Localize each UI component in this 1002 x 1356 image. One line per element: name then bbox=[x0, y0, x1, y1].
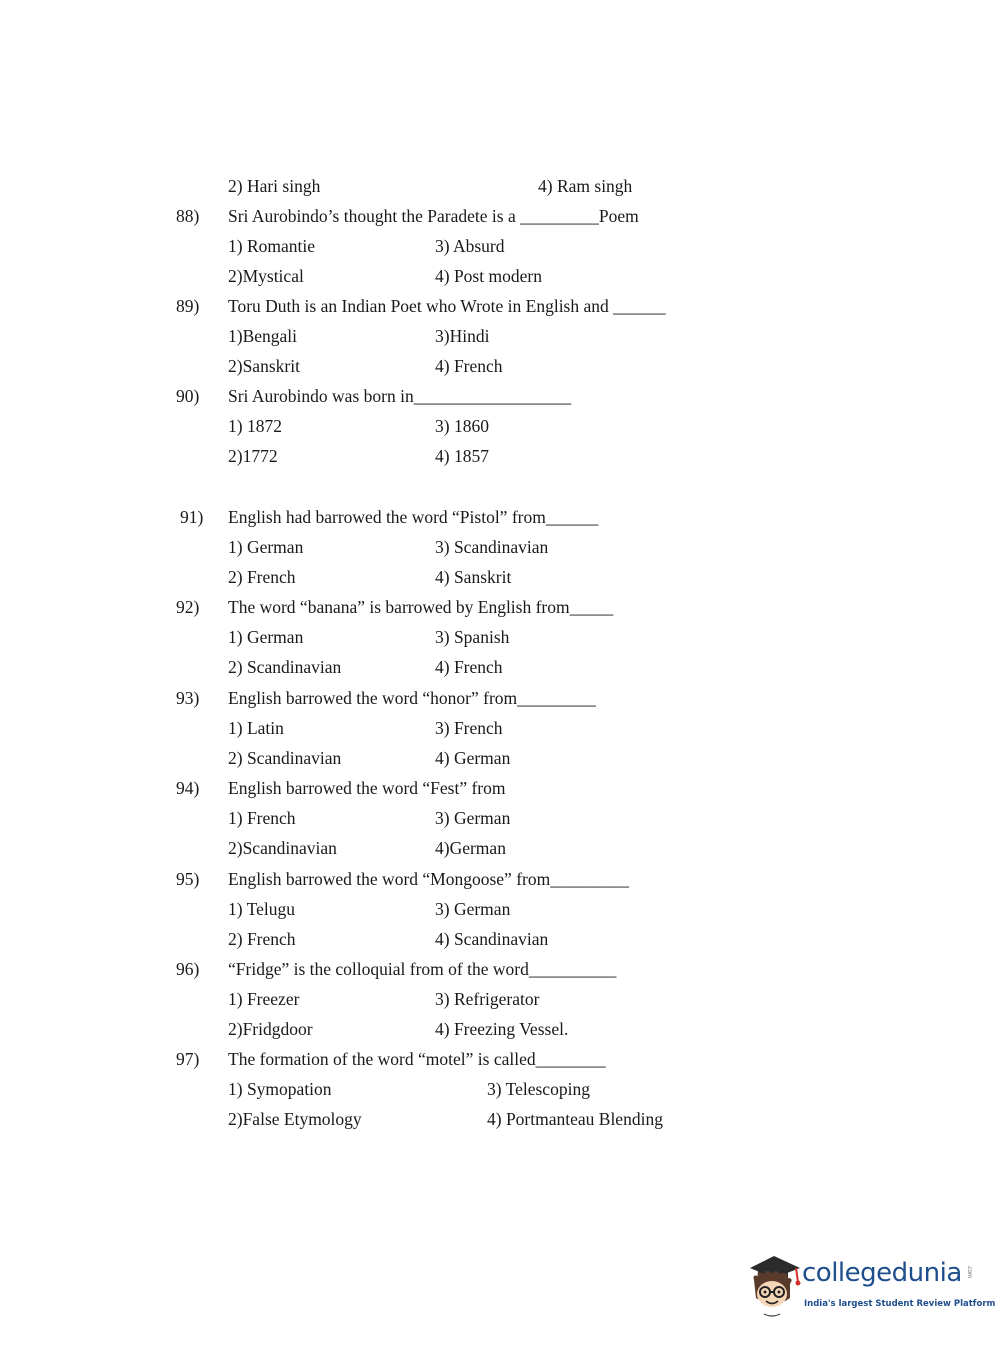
question-number: 92) bbox=[176, 597, 200, 617]
option-row bbox=[0, 441, 1002, 471]
option-3: 3) German bbox=[435, 808, 511, 828]
question-97 bbox=[0, 1044, 1002, 1074]
option-1: 1) Romantie bbox=[228, 236, 315, 256]
option-2: 2)Mystical bbox=[228, 266, 304, 286]
option-row bbox=[0, 1104, 1002, 1134]
option-4: 4) Sanskrit bbox=[435, 567, 512, 587]
carryover-option-row bbox=[0, 171, 1002, 201]
option-row bbox=[0, 924, 1002, 954]
option-2: 2) French bbox=[228, 567, 296, 587]
option-1: 1) Symopation bbox=[228, 1079, 332, 1099]
option-2: 2) Scandinavian bbox=[228, 748, 342, 768]
option-3: 3) French bbox=[435, 718, 503, 738]
question-text: Toru Duth is an Indian Poet who Wrote in English and ______ bbox=[228, 296, 666, 316]
option-4: 4) Freezing Vessel. bbox=[435, 1019, 569, 1039]
question-number: 94) bbox=[176, 778, 200, 798]
question-94 bbox=[0, 773, 1002, 803]
option-row bbox=[0, 833, 1002, 863]
question-89 bbox=[0, 291, 1002, 321]
option-row bbox=[0, 231, 1002, 261]
option-2: 2) Scandinavian bbox=[228, 657, 342, 677]
option-2: 2)Sanskrit bbox=[228, 356, 300, 376]
option-row bbox=[0, 743, 1002, 773]
question-number: 96) bbox=[176, 959, 200, 979]
option-2: 2) Hari singh bbox=[228, 176, 321, 196]
option-3: 3) Spanish bbox=[435, 627, 510, 647]
option-4: 4) Scandinavian bbox=[435, 929, 549, 949]
option-3: 3) Scandinavian bbox=[435, 537, 549, 557]
question-number: 88) bbox=[176, 206, 200, 226]
brand-tagline: India's largest Student Review Platform bbox=[804, 1299, 996, 1309]
brand-suffix: .com bbox=[965, 1265, 973, 1278]
option-row bbox=[0, 803, 1002, 833]
question-text: English barrowed the word “Fest” from bbox=[228, 778, 506, 798]
collegedunia-logo[interactable] bbox=[744, 1248, 996, 1320]
option-4: 4) French bbox=[435, 356, 503, 376]
option-3: 3) Refrigerator bbox=[435, 989, 540, 1009]
option-row bbox=[0, 984, 1002, 1014]
question-text: Sri Aurobindo’s thought the Paradete is a _________Poem bbox=[228, 206, 639, 226]
option-3: 3) German bbox=[435, 899, 511, 919]
option-1: 1) German bbox=[228, 627, 304, 647]
question-number: 97) bbox=[176, 1049, 200, 1069]
question-text: The word “banana” is barrowed by English from_____ bbox=[228, 597, 614, 617]
question-number: 95) bbox=[176, 869, 200, 889]
option-1: 1)Bengali bbox=[228, 326, 298, 346]
option-4: 4) German bbox=[435, 748, 511, 768]
option-row bbox=[0, 261, 1002, 291]
question-96 bbox=[0, 954, 1002, 984]
question-text: English barrowed the word “Mongoose” from_________ bbox=[228, 869, 629, 889]
option-row bbox=[0, 1014, 1002, 1044]
option-2: 2) French bbox=[228, 929, 296, 949]
question-text: English had barrowed the word “Pistol” from______ bbox=[228, 507, 599, 527]
option-row bbox=[0, 351, 1002, 381]
option-4: 4) Post modern bbox=[435, 266, 542, 286]
option-row bbox=[0, 894, 1002, 924]
question-text: The formation of the word “motel” is called________ bbox=[228, 1049, 606, 1069]
option-1: 1) Latin bbox=[228, 718, 284, 738]
question-88 bbox=[0, 201, 1002, 231]
question-text: English barrowed the word “honor” from_________ bbox=[228, 688, 596, 708]
option-row bbox=[0, 562, 1002, 592]
question-90 bbox=[0, 381, 1002, 411]
option-4: 4) 1857 bbox=[435, 446, 489, 466]
option-row bbox=[0, 622, 1002, 652]
mascot-icon bbox=[744, 1248, 804, 1320]
option-row bbox=[0, 321, 1002, 351]
option-4: 4) French bbox=[435, 657, 503, 677]
question-text: “Fridge” is the colloquial from of the word__________ bbox=[228, 959, 617, 979]
option-row bbox=[0, 532, 1002, 562]
question-number: 89) bbox=[176, 296, 200, 316]
option-1: 1) German bbox=[228, 537, 304, 557]
option-3: 3) 1860 bbox=[435, 416, 489, 436]
brand-name: collegedunia .com bbox=[802, 1258, 973, 1288]
option-1: 1) Freezer bbox=[228, 989, 300, 1009]
option-3: 3)Hindi bbox=[435, 326, 490, 346]
question-91 bbox=[0, 502, 1002, 532]
option-row bbox=[0, 652, 1002, 682]
option-row bbox=[0, 411, 1002, 441]
option-3: 3) Telescoping bbox=[487, 1079, 590, 1099]
question-93 bbox=[0, 683, 1002, 713]
question-number: 93) bbox=[176, 688, 200, 708]
option-1: 1) French bbox=[228, 808, 296, 828]
option-2: 2)Scandinavian bbox=[228, 838, 337, 858]
option-4: 4) Ram singh bbox=[538, 176, 633, 196]
question-text: Sri Aurobindo was born in__________________ bbox=[228, 386, 572, 406]
question-number: 91) bbox=[180, 507, 204, 527]
question-number: 90) bbox=[176, 386, 200, 406]
option-4: 4)German bbox=[435, 838, 506, 858]
option-1: 1) Telugu bbox=[228, 899, 295, 919]
option-row bbox=[0, 713, 1002, 743]
option-2: 2)1772 bbox=[228, 446, 278, 466]
option-4: 4) Portmanteau Blending bbox=[487, 1109, 663, 1129]
option-3: 3) Absurd bbox=[435, 236, 505, 256]
question-95 bbox=[0, 864, 1002, 894]
option-2: 2)False Etymology bbox=[228, 1109, 362, 1129]
option-1: 1) 1872 bbox=[228, 416, 282, 436]
option-row bbox=[0, 1074, 1002, 1104]
question-92 bbox=[0, 592, 1002, 622]
option-2: 2)Fridgdoor bbox=[228, 1019, 313, 1039]
